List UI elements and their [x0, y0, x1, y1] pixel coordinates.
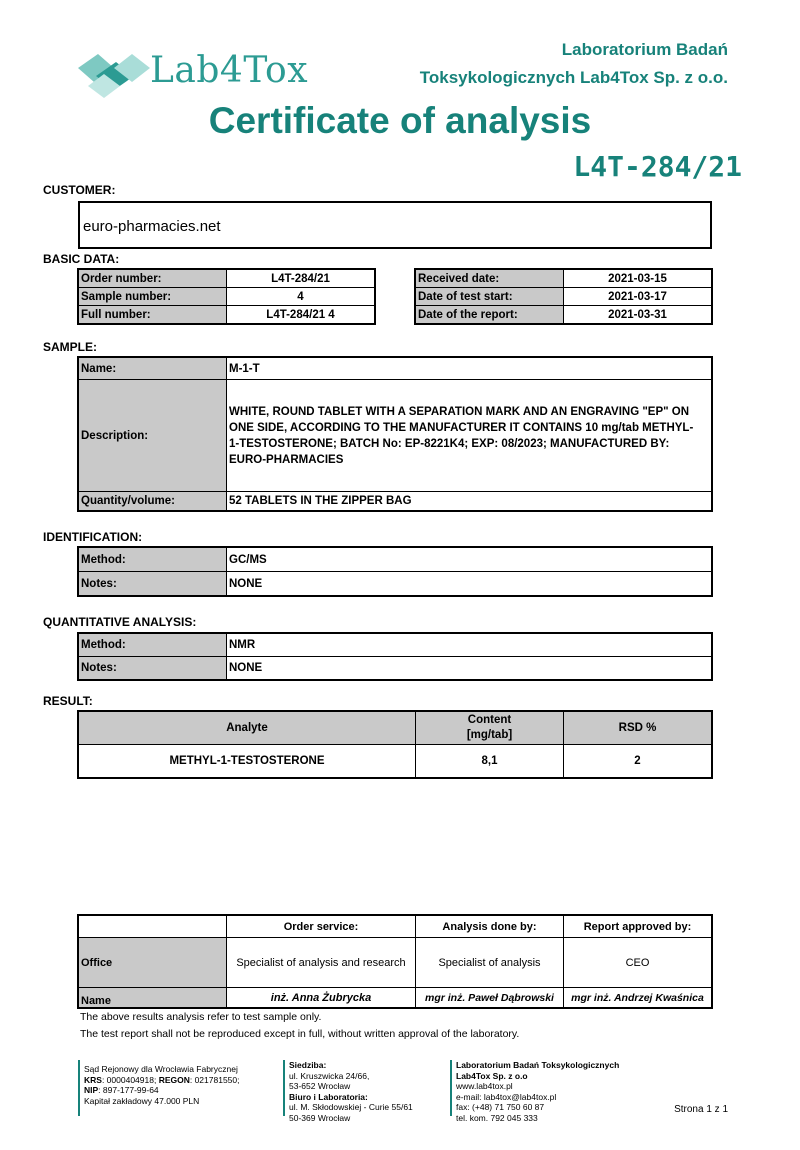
regon-label: REGON: [158, 1074, 190, 1085]
table-row: [79, 492, 712, 511]
nip-value: : 897-177-99-64: [98, 1085, 159, 1095]
full-number-value: L4T-284/21 4: [227, 306, 375, 324]
received-date-label: Received date:: [416, 270, 564, 288]
quantity-label: Quantity/volume:: [79, 492, 227, 511]
basic-data-heading: BASIC DATA:: [43, 252, 120, 266]
name-order-service: inż. Anna Żubrycka: [227, 988, 416, 1008]
received-date-value: 2021-03-15: [564, 270, 712, 288]
logo-mark-icon: [76, 46, 156, 102]
seat-city: 53-652 Wrocław: [289, 1081, 351, 1091]
office-analysis: Specialist of analysis: [416, 938, 564, 988]
column-header-order-service: Order service:: [227, 916, 416, 938]
lab-phone: tel. kom. 792 045 333: [456, 1112, 538, 1123]
office-city: 50-369 Wrocław: [289, 1112, 351, 1123]
table-row: [416, 306, 712, 324]
name-label: Name: [79, 988, 227, 1008]
full-number-label: Full number:: [79, 306, 227, 324]
sample-name-label: Name:: [79, 358, 227, 380]
test-start-value: 2021-03-17: [564, 288, 712, 306]
table-row: [416, 288, 712, 306]
logo-text: Lab4Tox: [150, 50, 309, 91]
test-start-label: Date of test start:: [416, 288, 564, 306]
office-approved: CEO: [564, 938, 712, 988]
table-row: [79, 657, 712, 680]
lab-name-2: Lab4Tox Sp. z o.o: [456, 1070, 528, 1081]
lab-name-1: Laboratorium Badań Toksykologicznych: [456, 1060, 620, 1070]
footer-capital: Kapitał zakładowy 47.000 PLN: [84, 1095, 200, 1106]
identification-table: [78, 547, 712, 596]
identification-method-label: Method:: [79, 548, 227, 572]
quantity-value: 52 TABLETS IN THE ZIPPER BAG: [227, 492, 712, 511]
table-row: [79, 712, 712, 745]
customer-name: euro-pharmacies.net: [83, 218, 221, 235]
identification-heading: IDENTIFICATION:: [43, 530, 143, 544]
krs-value: : 0000404918;: [101, 1074, 159, 1085]
lab-email[interactable]: e-mail: lab4tox@lab4tox.pl: [456, 1091, 557, 1102]
table-row: [79, 288, 375, 306]
result-table: [78, 711, 712, 778]
result-content: 8,1: [416, 745, 564, 778]
table-row: [79, 916, 712, 938]
report-date-value: 2021-03-31: [564, 306, 712, 324]
identification-notes-value: NONE: [227, 572, 712, 596]
footer-address: [283, 1060, 444, 1123]
identification-notes-label: Notes:: [79, 572, 227, 596]
page-number: Strona 1 z 1: [674, 1104, 728, 1115]
table-row: [79, 270, 375, 288]
footer-contact: [450, 1060, 646, 1123]
table-row: [79, 745, 712, 778]
footer-krs-line: [84, 1075, 274, 1086]
signoff-table: [78, 915, 712, 1008]
seat-label: Siedziba:: [289, 1060, 327, 1070]
table-row: [79, 548, 712, 572]
customer-box: [78, 201, 712, 249]
quantitative-notes-label: Notes:: [79, 657, 227, 680]
footer-court: Sąd Rejonowy dla Wrocławia Fabrycznej: [84, 1064, 238, 1074]
footer-nip-line: [84, 1085, 274, 1096]
table-row: [79, 572, 712, 596]
quantitative-table: [78, 633, 712, 680]
office-address-label: Biuro i Laboratoria:: [289, 1091, 368, 1102]
company-line-2: Toksykologicznych Lab4Tox Sp. z o.o.: [419, 68, 728, 87]
sample-table: [78, 357, 712, 511]
quantitative-heading: QUANTITATIVE ANALYSIS:: [43, 615, 197, 629]
table-row: [79, 306, 375, 324]
report-date-label: Date of the report:: [416, 306, 564, 324]
identification-method-value: GC/MS: [227, 548, 712, 572]
signoff-corner-cell: [79, 916, 227, 938]
sample-heading: SAMPLE:: [43, 340, 97, 354]
sample-number-value: 4: [227, 288, 375, 306]
result-analyte: METHYL-1-TESTOSTERONE: [79, 745, 416, 778]
quantitative-method-value: NMR: [227, 634, 712, 657]
page-title: Certificate of analysis: [208, 100, 592, 141]
company-line-1: Laboratorium Badań: [561, 40, 728, 59]
note-line-2: The test report shall not be reproduced except in full, without written approval of the laboratory.: [80, 1028, 520, 1040]
column-header-content: [416, 712, 564, 745]
column-header-content-line2: [mg/tab]: [466, 729, 513, 741]
result-rsd: 2: [564, 745, 712, 778]
nip-label: NIP: [84, 1085, 99, 1095]
krs-label: KRS: [84, 1074, 102, 1085]
table-row: [79, 988, 712, 1008]
office-order-service: Specialist of analysis and research: [227, 938, 416, 988]
office-label: Office: [79, 938, 227, 988]
quantitative-notes-value: NONE: [227, 657, 712, 680]
company-name: [420, 36, 728, 92]
sample-description-label: Description:: [79, 380, 227, 492]
result-heading: RESULT:: [43, 694, 93, 708]
seat-street: ul. Kruszwicka 24/66,: [289, 1070, 370, 1081]
table-row: [79, 380, 712, 492]
note-line-1: The above results analysis refer to test sample only.: [80, 1011, 322, 1023]
column-header-rsd: RSD %: [564, 712, 712, 745]
basic-data-left-table: [78, 269, 375, 324]
customer-heading: CUSTOMER:: [43, 183, 116, 197]
footer-registry: [78, 1060, 274, 1116]
lab-fax: fax: (+48) 71 750 60 87: [456, 1102, 545, 1112]
column-header-approved: Report approved by:: [564, 916, 712, 938]
table-row: [79, 938, 712, 988]
name-analysis: mgr inż. Paweł Dąbrowski: [416, 988, 564, 1008]
lab-website[interactable]: www.lab4tox.pl: [456, 1081, 513, 1091]
column-header-analyte: Analyte: [79, 712, 416, 745]
table-row: [79, 634, 712, 657]
basic-data-right-table: [415, 269, 712, 324]
column-header-content-line1: Content: [467, 714, 512, 726]
order-number-value: L4T-284/21: [227, 270, 375, 288]
quantitative-method-label: Method:: [79, 634, 227, 657]
sample-number-label: Sample number:: [79, 288, 227, 306]
table-row: [416, 270, 712, 288]
name-approved: mgr inż. Andrzej Kwaśnica: [564, 988, 712, 1008]
regon-value: : 021781550;: [189, 1074, 240, 1085]
certificate-number: L4T-284/21: [573, 150, 742, 183]
sample-name-value: M-1-T: [227, 358, 712, 380]
order-number-label: Order number:: [79, 270, 227, 288]
column-header-analysis-done: Analysis done by:: [416, 916, 564, 938]
table-row: [79, 358, 712, 380]
office-street: ul. M. Skłodowskiej - Curie 55/61: [289, 1102, 413, 1112]
sample-description-value: WHITE, ROUND TABLET WITH A SEPARATION MARK AND AN ENGRAVING "EP" ON ONE SIDE, ACCORDING TO THE MANUFACTURER IT CONTAINS 10 mg/tab METHYL-1-TESTOSTERONE; BATCH No: EP-8221K4; EXP: 08/2023; MANUFACTURED BY: EURO-PHARMACIES: [227, 380, 712, 492]
